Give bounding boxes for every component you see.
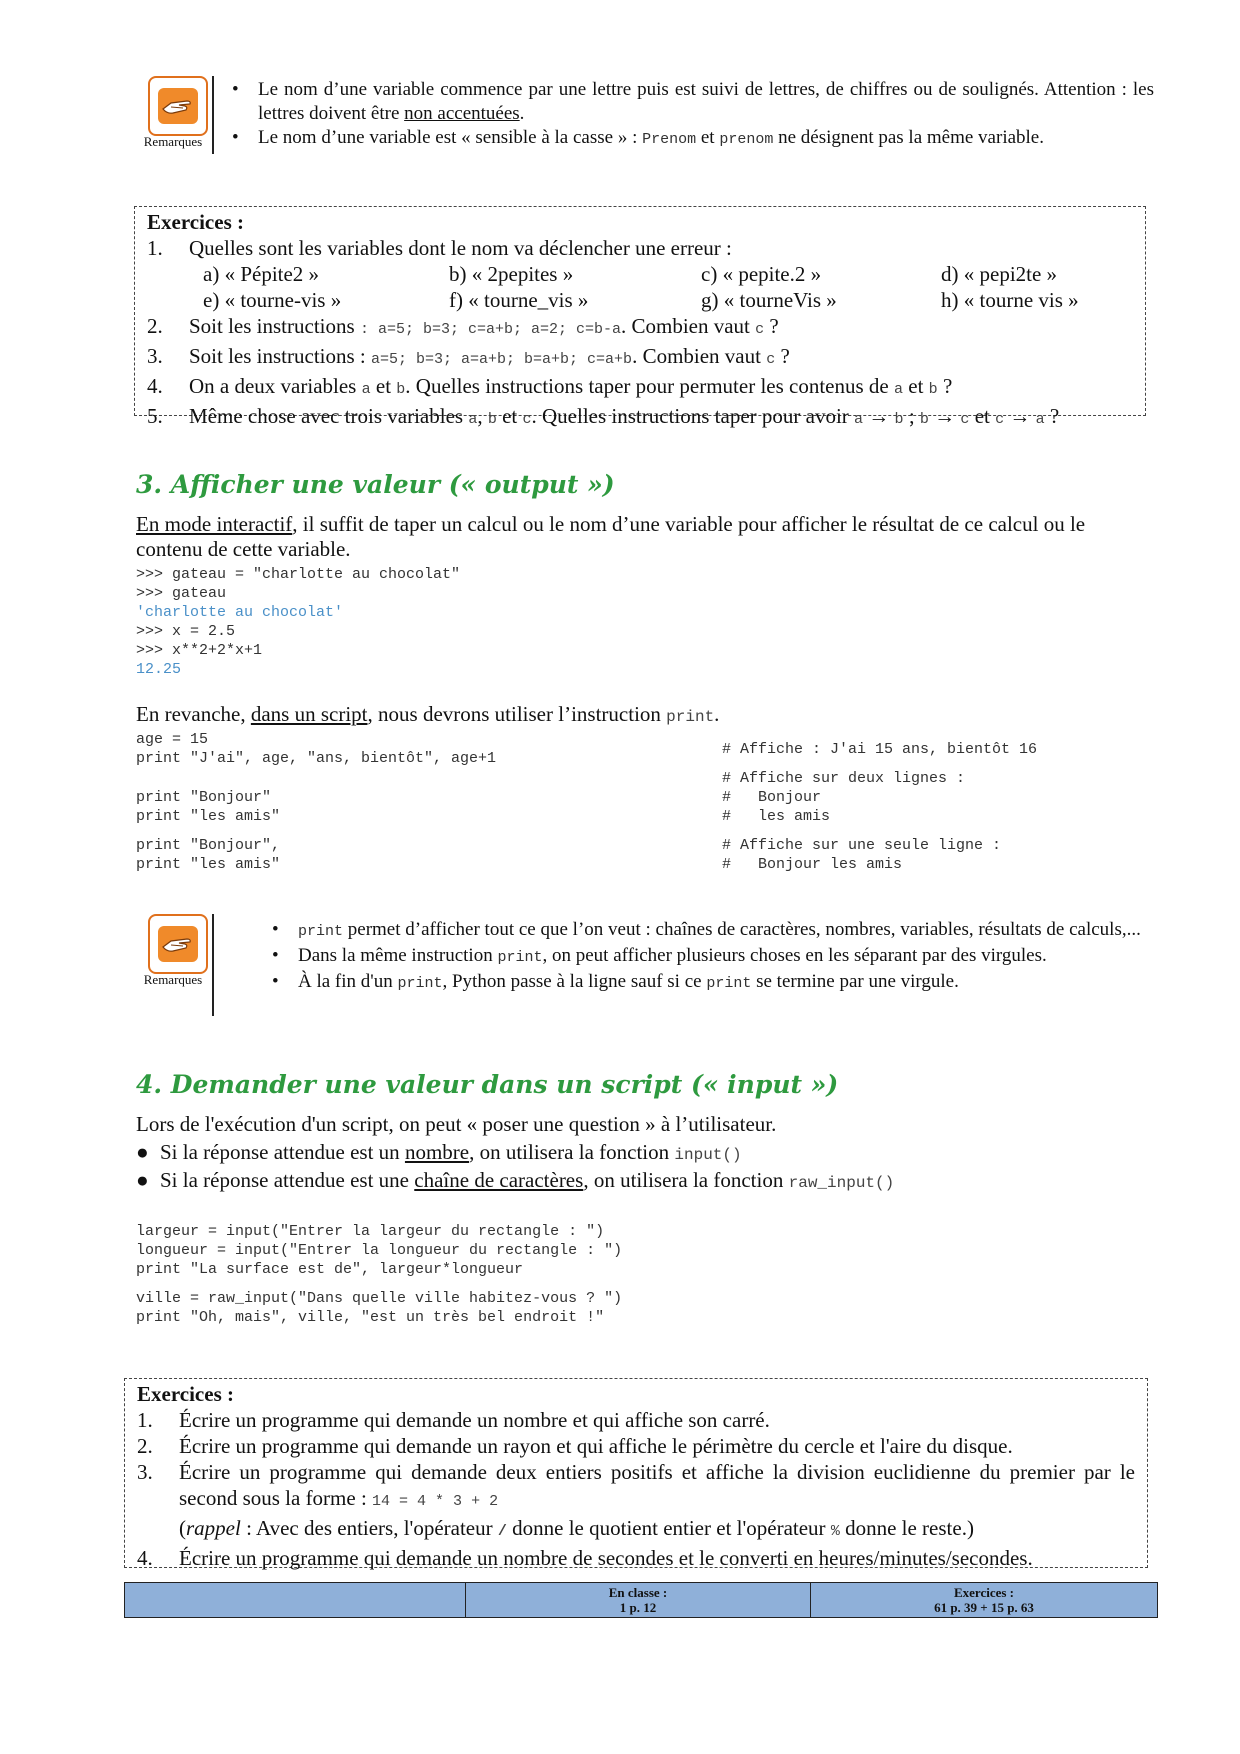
exercise-item: 4. Écrire un programme qui demande un nombre de secondes et le converti en heures/minutes/secondes.	[137, 1546, 1033, 1570]
code-comment: # Affiche : J'ai 15 ans, bientôt 16	[722, 741, 1038, 758]
console-input: >>> x = 2.5	[136, 623, 236, 640]
footer-table	[124, 1582, 1158, 1618]
exercise-item: 2. Écrire un programme qui demande un rayon et qui affiche le périmètre du cercle et l'aire du disque.	[137, 1434, 1013, 1458]
console-block	[136, 565, 460, 679]
remark-bullet: • Dans la même instruction print, on peut afficher plusieurs choses en les séparant par des virgules.	[264, 944, 1156, 970]
code-comment	[722, 759, 1037, 769]
code-comment	[722, 730, 1037, 740]
code-line: print "La surface est de", largeur*longueur	[136, 1261, 524, 1278]
code-block-left	[136, 730, 496, 874]
exercise-title: Exercices :	[137, 1382, 234, 1406]
code-block	[136, 1222, 622, 1327]
code-line	[136, 778, 496, 788]
exercise-choices: a) « Pépite2 » b) « 2pepites » c) « pepite.2 » d) « pepi2te » e) « tourne-vis » f) « tourne_vis » g) « tourneVis » h) « tourne vis »	[203, 262, 1079, 312]
footer-cell-empty	[125, 1583, 466, 1617]
code-line: print "Oh, mais", ville, "est un très bel endroit !"	[136, 1309, 605, 1326]
paragraph: Lors de l'exécution d'un script, on peut « poser une question » à l’utilisateur.	[136, 1112, 777, 1136]
exercise-item: 1. Écrire un programme qui demande un nombre et qui affiche son carré.	[137, 1408, 770, 1432]
exercise-item: 3. Soit les instructions : a=5; b=3; a=a+b; b=a+b; c=a+b. Combien vaut c ?	[147, 344, 790, 368]
remark-label: Remarques	[143, 134, 203, 149]
code-line: longueur = input("Entrer la longueur du rectangle : ")	[136, 1242, 623, 1259]
code-comment: # Affiche sur deux lignes :	[722, 770, 966, 787]
code-line: print "J'ai", age, "ans, bientôt", age+1	[136, 750, 497, 767]
console-input: >>> gateau = "charlotte au chocolat"	[136, 566, 461, 583]
code-comment: # Bonjour	[722, 789, 822, 806]
code-line: age = 15	[136, 731, 209, 748]
code-comment: # Bonjour les amis	[722, 856, 903, 873]
console-input: >>> x**2+2*x+1	[136, 642, 263, 659]
remark-label: Remarques	[143, 972, 203, 987]
code-line: print "les amis"	[136, 856, 281, 873]
console-output: 12.25	[136, 661, 182, 678]
paragraph: En revanche, dans un script, nous devrons utiliser l’instruction print.	[136, 702, 720, 726]
remark-bullet: • À la fin d'un print, Python passe à la ligne sauf si ce print se termine par une virgule.	[264, 970, 1156, 996]
footer-cell-exercises: Exercices : 61 p. 39 + 15 p. 63	[934, 1585, 1034, 1615]
exercise-title: Exercices :	[147, 210, 244, 234]
code-comment: # Affiche sur une seule ligne :	[722, 837, 1002, 854]
bullet-line: ● Si la réponse attendue est une chaîne de caractères, on utilisera la fonction raw_input()	[136, 1168, 895, 1192]
pointing-hand-icon	[148, 914, 208, 974]
code-line	[136, 1279, 622, 1289]
remark-bullet: • Le nom d’une variable est « sensible à la casse » : Prenom et prenom ne désignent pas la même variable.	[224, 126, 1154, 152]
section-heading: 4. Demander une valeur dans un script (« input »)	[136, 1070, 839, 1099]
remark-list	[264, 918, 1156, 996]
console-output: 'charlotte au chocolat'	[136, 604, 344, 621]
exercise-item: 4. On a deux variables a et b. Quelles instructions taper pour permuter les contenus de a et b ?	[147, 374, 953, 398]
footer-cell-class: En classe : 1 p. 12	[466, 1583, 811, 1617]
exercise-box-1	[134, 206, 1146, 428]
code-line: print "les amis"	[136, 808, 281, 825]
code-line	[136, 826, 496, 836]
remark-list	[224, 78, 1154, 152]
section-heading: 3. Afficher une valeur (« output »)	[136, 470, 615, 499]
code-line	[136, 768, 496, 778]
exercise-box-2	[124, 1378, 1148, 1568]
paragraph: En mode interactif, il suffit de taper un calcul ou le nom d’une variable pour afficher le résultat de ce calcul ou le contenu de cette variable.	[136, 512, 1086, 561]
code-comment: # les amis	[722, 808, 831, 825]
remark-divider	[212, 76, 214, 154]
code-block-comments	[722, 730, 1037, 874]
code-line: print "Bonjour"	[136, 789, 272, 806]
bullet-line: ● Si la réponse attendue est un nombre, on utilisera la fonction input()	[136, 1140, 742, 1164]
code-line: largeur = input("Entrer la largeur du rectangle : ")	[136, 1223, 605, 1240]
pointing-hand-icon	[148, 76, 208, 136]
code-comment	[722, 826, 1037, 836]
console-input: >>> gateau	[136, 585, 227, 602]
remark-divider	[212, 914, 214, 1016]
code-line: print "Bonjour",	[136, 837, 281, 854]
exercise-item: 3. Écrire un programme qui demande deux entiers positifs et affiche la division euclidienne du premier par le second sous la forme : 14 = 4 * 3 + 2 (rappel : Avec des entiers, l'opérateur / donne le quotient entier et l'opérateur % donne le reste.)	[137, 1460, 1135, 1540]
exercise-item: 2. Soit les instructions : a=5; b=3; c=a+b; a=2; c=b-a. Combien vaut c ?	[147, 314, 779, 338]
remark-bullet: • Le nom d’une variable commence par une lettre puis est suivi de lettres, de chiffres ou de soulignés. Attention : les lettres doivent être non accentuées.	[224, 78, 1154, 126]
code-line: ville = raw_input("Dans quelle ville habitez-vous ? ")	[136, 1290, 623, 1307]
remark-bullet: • print permet d’afficher tout ce que l’on veut : chaînes de caractères, nombres, variables, résultats de calculs,...	[264, 918, 1156, 944]
exercise-item: 5. Même chose avec trois variables a, b et c. Quelles instructions taper pour avoir a → b ; b → c et c → a ?	[147, 404, 1060, 428]
exercise-item: 1. Quelles sont les variables dont le nom va déclencher une erreur :	[147, 236, 732, 260]
